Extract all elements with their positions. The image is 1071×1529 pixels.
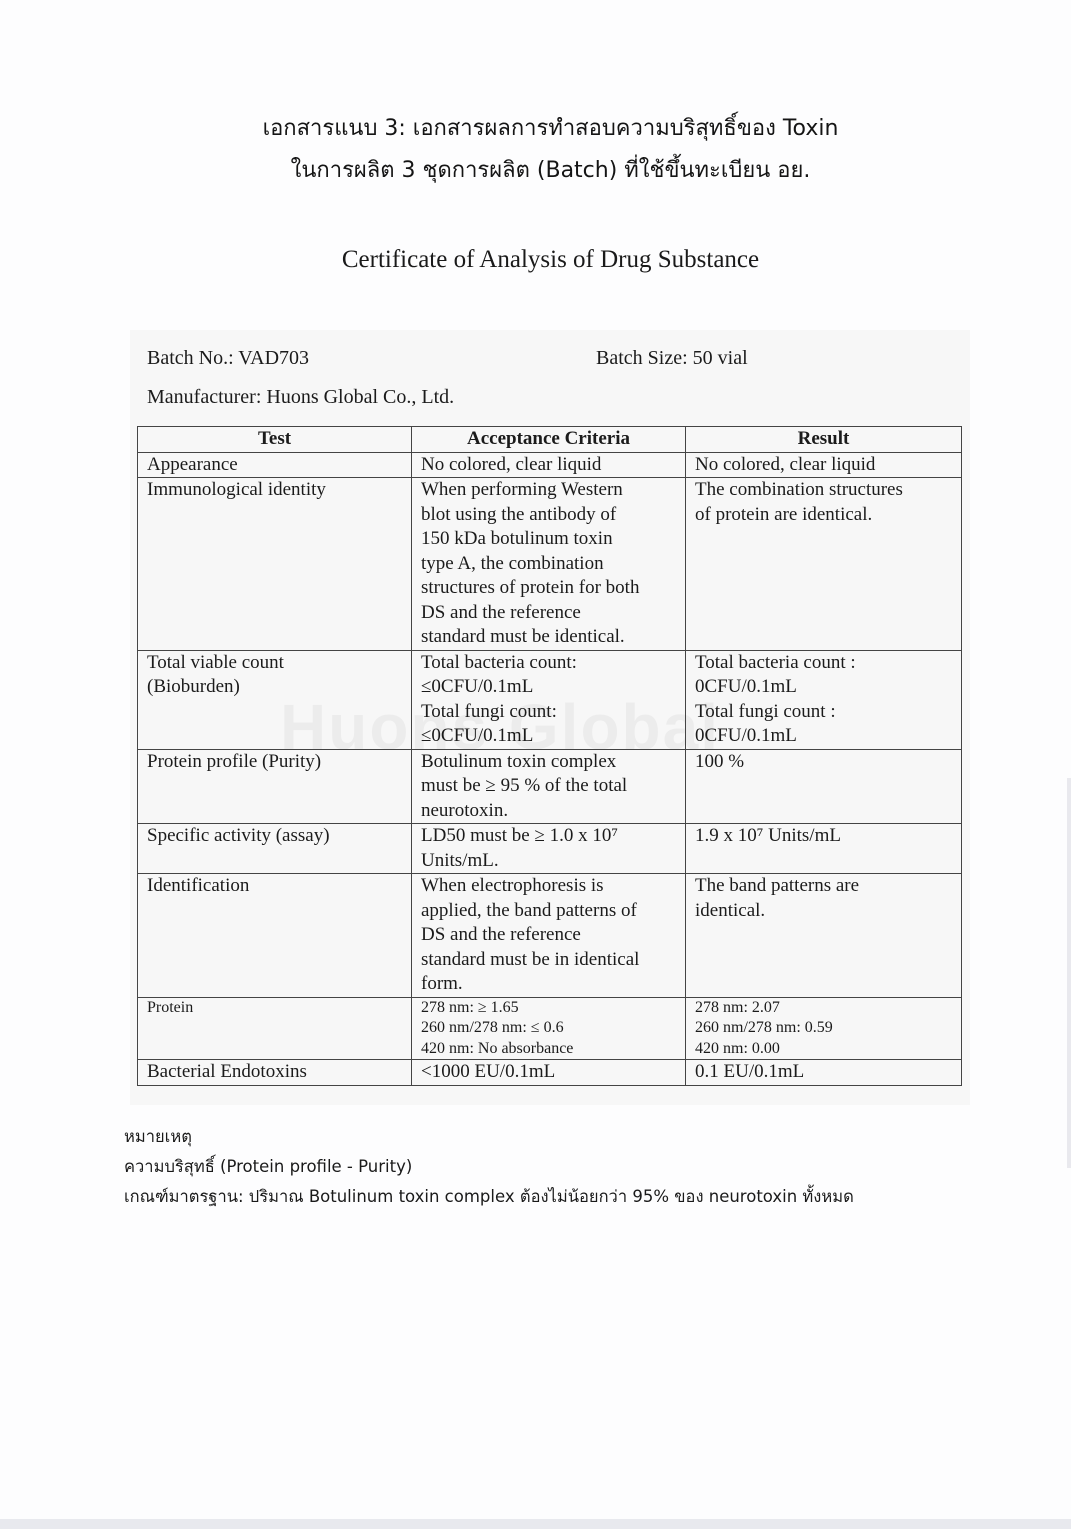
criteria-cell-line: 420 nm: No absorbance (421, 1039, 574, 1057)
test-cell-line: Identification (147, 875, 250, 896)
test-cell (138, 824, 412, 874)
batch-size: Batch Size: 50 vial (596, 347, 748, 369)
criteria-cell-line: When electrophoresis is (421, 875, 604, 896)
heading-line-2: ในการผลิต 3 ชุดการผลิต (Batch) ที่ใช้ขึ้นทะเบียน อย. (290, 158, 811, 183)
result-cell (686, 874, 962, 998)
header-result: Result (686, 427, 962, 453)
criteria-cell-line: standard must be in identical (421, 948, 640, 970)
result-cell-line: Total fungi count : (695, 700, 836, 722)
result-cell-line: 100 % (695, 750, 745, 772)
result-cell-line: of protein are identical. (695, 503, 873, 525)
test-cell-line: Protein profile (Purity) (147, 750, 322, 772)
criteria-cell-line: standard must be identical. (421, 626, 625, 647)
criteria-cell-line: 278 nm: ≥ 1.65 (421, 998, 519, 1016)
criteria-cell (412, 478, 686, 651)
criteria-cell-line: <1000 EU/0.1mL (421, 1061, 556, 1082)
batch-number: Batch No.: VAD703 (147, 347, 310, 369)
criteria-cell-line: DS and the reference (421, 924, 581, 945)
criteria-cell (412, 452, 686, 478)
result-cell-line: 1.9 x 10⁷ Units/mL (695, 825, 841, 846)
test-cell (138, 452, 412, 478)
test-cell-line: (Bioburden) (147, 676, 240, 697)
notes-heading: หมายเหตุ (124, 1127, 192, 1146)
criteria-cell-line: 150 kDa botulinum toxin (421, 528, 613, 549)
result-cell-line: The band patterns are (695, 875, 860, 896)
analysis-table (137, 426, 962, 1086)
certificate-title: Certificate of Analysis of Drug Substance (341, 246, 760, 273)
scanned-certificate (130, 330, 970, 1105)
criteria-cell-line: neurotoxin. (421, 799, 509, 821)
test-cell (138, 1060, 412, 1086)
test-cell-line: Total viable count (147, 651, 284, 673)
test-cell (138, 749, 412, 824)
criteria-cell (412, 874, 686, 998)
header-acceptance-criteria: Acceptance Criteria (412, 427, 686, 453)
criteria-cell-line: When performing Western (421, 479, 623, 500)
criteria-cell (412, 824, 686, 874)
test-cell-line: Bacterial Endotoxins (147, 1061, 307, 1082)
result-cell-line: The combination structures (695, 479, 903, 500)
test-cell-line: Immunological identity (147, 479, 326, 500)
criteria-cell-line: form. (421, 973, 463, 994)
manufacturer: Manufacturer: Huons Global Co., Ltd. (147, 386, 455, 408)
criteria-cell-line: ≤0CFU/0.1mL (421, 676, 534, 697)
result-cell (686, 452, 962, 478)
criteria-cell-line: Total fungi count: (421, 700, 557, 722)
criteria-cell (412, 650, 686, 749)
criteria-cell-line: Total bacteria count: (421, 651, 577, 673)
result-cell-line: 420 nm: 0.00 (695, 1039, 780, 1057)
bottom-bar (0, 1519, 1071, 1529)
criteria-cell-line: 260 nm/278 nm: ≤ 0.6 (421, 1019, 564, 1036)
result-cell (686, 749, 962, 824)
table-row (138, 874, 962, 998)
criteria-cell-line: Units/mL. (421, 849, 499, 871)
result-cell (686, 997, 962, 1060)
criteria-cell (412, 749, 686, 824)
criteria-cell-line: DS and the reference (421, 601, 581, 623)
result-cell-line: identical. (695, 899, 766, 921)
test-cell (138, 650, 412, 749)
criteria-cell-line: LD50 must be ≥ 1.0 x 10⁷ (421, 825, 619, 846)
result-cell-line: 0CFU/0.1mL (695, 676, 797, 697)
result-cell-line: 0.1 EU/0.1mL (695, 1061, 805, 1082)
result-cell (686, 478, 962, 651)
criteria-cell-line: type A, the combination (421, 552, 604, 574)
table-row (138, 997, 962, 1060)
result-cell (686, 824, 962, 874)
notes-line-2: เกณฑ์มาตรฐาน: ปริมาณ Botulinum toxin complex ต้องไม่น้อยกว่า 95% ของ neurotoxin ทั้งหมด (124, 1187, 854, 1206)
table-row (138, 749, 962, 824)
header-test: Test (138, 427, 412, 453)
criteria-cell-line: No colored, clear liquid (421, 453, 602, 475)
criteria-cell-line: blot using the antibody of (421, 503, 617, 525)
document-heading (0, 108, 1071, 192)
test-cell-line: Appearance (147, 453, 238, 475)
criteria-cell-line: must be ≥ 95 % of the total (421, 775, 628, 796)
test-cell (138, 874, 412, 998)
result-cell-line: No colored, clear liquid (695, 453, 876, 475)
criteria-cell-line: structures of protein for both (421, 577, 640, 598)
criteria-cell-line: Botulinum toxin complex (421, 750, 617, 772)
table-row (138, 478, 962, 651)
result-cell (686, 1060, 962, 1086)
notes-line-1: ความบริสุทธิ์ (Protein profile - Purity) (124, 1157, 413, 1176)
table-row (138, 824, 962, 874)
test-cell-line: Specific activity (assay) (147, 825, 330, 846)
table-row (138, 452, 962, 478)
test-cell-line: Protein (147, 998, 194, 1016)
heading-line-1: เอกสารแนบ 3: เอกสารผลการทำสอบความบริสุทธิ์ของ Toxin (262, 116, 839, 141)
result-cell-line: 260 nm/278 nm: 0.59 (695, 1019, 833, 1036)
table-header-row (138, 427, 962, 453)
notes-section (124, 1122, 854, 1212)
result-cell-line: 278 nm: 2.07 (695, 998, 780, 1016)
criteria-cell (412, 997, 686, 1060)
criteria-cell (412, 1060, 686, 1086)
scrollbar-track (1067, 778, 1071, 1168)
test-cell (138, 478, 412, 651)
result-cell-line: 0CFU/0.1mL (695, 725, 797, 746)
result-cell (686, 650, 962, 749)
criteria-cell-line: applied, the band patterns of (421, 899, 637, 921)
test-cell (138, 997, 412, 1060)
result-cell-line: Total bacteria count : (695, 651, 856, 673)
table-body (138, 452, 962, 1085)
table-row (138, 650, 962, 749)
criteria-cell-line: ≤0CFU/0.1mL (421, 725, 534, 746)
table-row (138, 1060, 962, 1086)
